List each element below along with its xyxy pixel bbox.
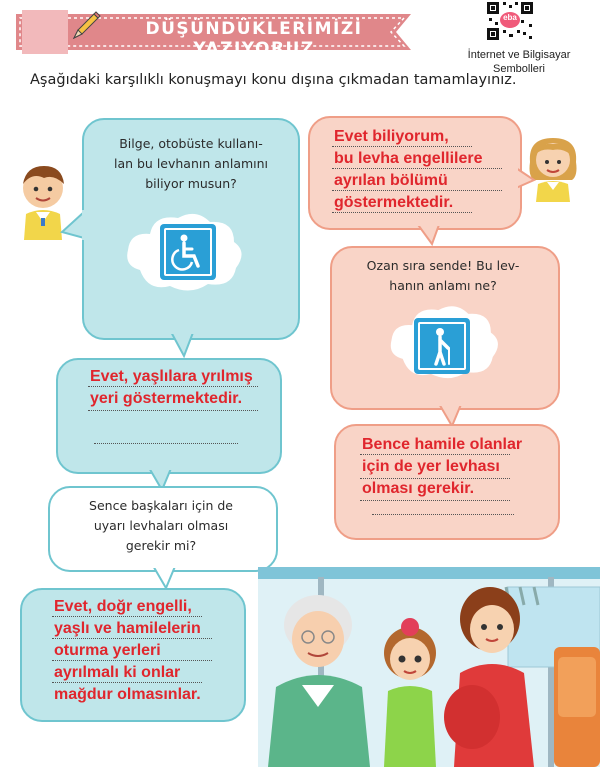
question-text-3: Sence başkaları için de uyarı levhaları olması gerekir mi? bbox=[89, 498, 233, 553]
bubble-tail bbox=[514, 166, 536, 192]
qr-caption-line2: Sembolleri bbox=[493, 63, 545, 75]
answer-line bbox=[360, 500, 510, 501]
elderly-person-icon bbox=[414, 318, 470, 374]
eba-badge: eba bbox=[503, 13, 517, 22]
bubble-tail bbox=[414, 222, 444, 248]
bubble-tail bbox=[168, 330, 198, 360]
qr-caption-line1: İnternet ve Bilgisayar bbox=[467, 49, 571, 61]
answer-text-2: Evet, yaşlılara yrılmış yeri göstermektedir. bbox=[90, 368, 253, 407]
instruction-text: Aşağıdaki karşılıklı konuşmayı konu dışına çıkmadan tamamlayınız. bbox=[30, 72, 517, 88]
answer-text-4: Evet, doğr engelli, yaşlı ve hamilelerin oturma yerleri ayrılmalı ki onlar mağdur olmasınlar. bbox=[54, 598, 201, 703]
answer-line bbox=[88, 410, 258, 411]
bubble-tail bbox=[60, 210, 86, 240]
page-title: DÜŞÜNDÜKLERİMİZİ YAZIYORUZ bbox=[145, 19, 363, 59]
wheelchair-icon bbox=[160, 224, 216, 280]
question-text-2: Ozan sıra sende! Bu lev- hanın anlamı ne? bbox=[366, 258, 520, 293]
answer-line bbox=[372, 514, 514, 515]
qr-code-icon[interactable] bbox=[485, 0, 535, 42]
title-banner bbox=[16, 10, 416, 59]
answer-text-1: Evet biliyorum, bu levha engellilere ayrılan bölümü göstermektedir. bbox=[334, 128, 483, 211]
answer-line bbox=[94, 443, 238, 444]
answer-text-3: Bence hamile olanlar için de yer levhası olması gerekir. bbox=[362, 436, 523, 497]
question-text-1: Bilge, otobüste kullanı- lan bu levhanın anlamını biliyor musun? bbox=[113, 136, 269, 191]
bus-scene-illustration bbox=[258, 567, 600, 767]
